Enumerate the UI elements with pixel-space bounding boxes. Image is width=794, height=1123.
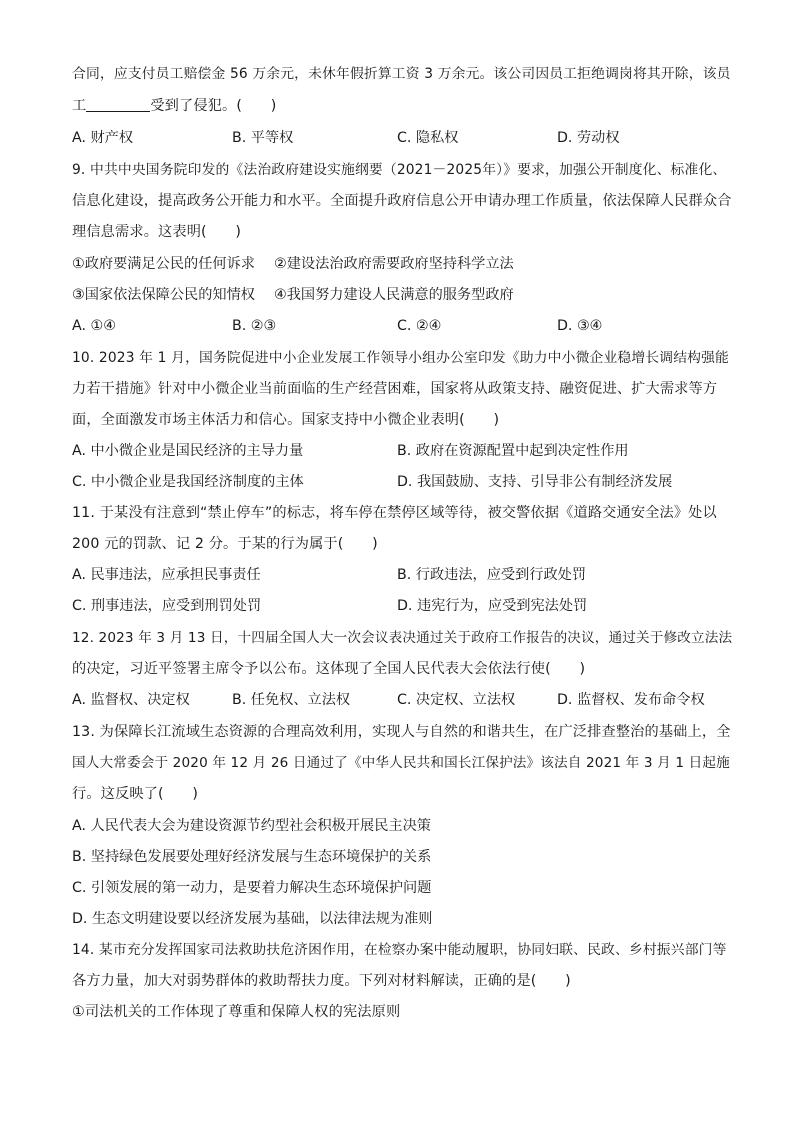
q9-statement-1: ①政府要满足公民的任何诉求: [72, 256, 255, 272]
q9-stem-line-3: 理信息需求。这表明( ): [72, 224, 242, 240]
q10-option-c: C. 中小微企业是我国经济制度的主体: [72, 474, 304, 490]
q9-statement-2: ②建设法治政府需要政府坚持科学立法: [274, 256, 514, 272]
q8-option-b: B. 平等权: [232, 130, 294, 146]
q14-stem-line-1: 14. 某市充分发挥国家司法救助扶危济困作用，在检察办案中能动履职，协同妇联、民政、乡村振兴部门等: [72, 942, 727, 958]
q9-option-c: C. ②④: [397, 318, 442, 334]
q14-stem-line-2: 各方力量，加大对弱势群体的救助帮扶力度。下列对材料解读，正确的是( ): [72, 973, 571, 989]
q8-line-2: [72, 96, 276, 116]
q12-option-c: C. 决定权、立法权: [397, 692, 516, 708]
q10-option-d: D. 我国鼓励、支持、引导非公有制经济发展: [397, 474, 673, 490]
q13-stem-line-1: 13. 为保障长江流域生态资源的合理高效利用，实现人与自然的和谐共生，在广泛排查整治的基础上，全: [72, 724, 731, 740]
q8-line-2-post: 受到了侵犯。( ): [150, 98, 277, 114]
q12-option-a: A. 监督权、决定权: [72, 692, 190, 708]
q11-stem-line-2: 200 元的罚款、记 2 分。于某的行为属于( ): [72, 536, 378, 552]
q9-option-a: A. ①④: [72, 318, 116, 334]
q11-stem-line-1: 11. 于某没有注意到“禁止停车”的标志，将车停在禁停区域等待，被交警依据《道路交通安全法》处以: [72, 505, 717, 521]
q8-line-1: 合同，应支付员工赔偿金 56 万余元，未休年假折算工资 3 万余元。该公司因员工拒绝调岗将其开除，该员: [72, 66, 731, 82]
q11-option-b: B. 行政违法，应受到行政处罚: [397, 567, 587, 583]
q8-option-d: D. 劳动权: [557, 130, 620, 146]
q10-option-b: B. 政府在资源配置中起到决定性作用: [397, 443, 629, 459]
q11-option-a: A. 民事违法，应承担民事责任: [72, 567, 261, 583]
q11-option-d: D. 违宪行为，应受到宪法处罚: [397, 598, 588, 614]
answer-blank: [86, 97, 150, 112]
q13-option-d: D. 生态文明建设要以经济发展为基础，以法律法规为准则: [72, 911, 433, 927]
q9-option-d: D. ③④: [557, 318, 603, 334]
q9-statement-3: ③国家依法保障公民的知情权: [72, 287, 255, 303]
q9-option-b: B. ②③: [232, 318, 277, 334]
q12-option-b: B. 任免权、立法权: [232, 692, 351, 708]
q13-option-b: B. 坚持绿色发展要处理好经济发展与生态环境保护的关系: [72, 849, 432, 865]
q12-stem-line-2: 的决定，习近平签署主席令予以公布。这体现了全国人民代表大会依法行使( ): [72, 661, 586, 677]
q13-option-c: C. 引领发展的第一动力，是要着力解决生态环境保护问题: [72, 880, 432, 896]
q9-stem-line-1: 9. 中共中央国务院印发的《法治政府建设实施纲要（2021－2025年）》要求，加强公开制度化、标准化、: [72, 162, 727, 178]
q14-statement-1: ①司法机关的工作体现了尊重和保障人权的宪法原则: [72, 1004, 401, 1020]
q9-statement-4: ④我国努力建设人民满意的服务型政府: [274, 287, 514, 303]
q13-option-a: A. 人民代表大会为建设资源节约型社会积极开展民主决策: [72, 818, 431, 834]
q11-option-c: C. 刑事违法，应受到刑罚处罚: [72, 598, 262, 614]
q8-option-a: A. 财产权: [72, 130, 134, 146]
q13-stem-line-3: 行。这反映了( ): [72, 786, 199, 802]
q10-stem-line-3: 面，全面激发市场主体活力和信心。国家支持中小微企业表明( ): [72, 412, 500, 428]
q10-option-a: A. 中小微企业是国民经济的主导力量: [72, 443, 304, 459]
q9-stem-line-2: 信息化建设，提高政务公开能力和水平。全面提升政府信息公开申请办理工作质量，依法保障人民群众合: [72, 193, 732, 209]
q12-option-d: D. 监督权、发布命令权: [557, 692, 705, 708]
q8-option-c: C. 隐私权: [397, 130, 459, 146]
q10-stem-line-2: 力若干措施》针对中小微企业当前面临的生产经营困难，国家将从政策支持、融资促进、扩大需求等方: [72, 381, 718, 397]
q13-stem-line-2: 国人大常委会于 2020 年 12 月 26 日通过了《中华人民共和国长江保护法》该法自 2021 年 3 月 1 日起施: [72, 755, 730, 771]
q8-line-2-pre: 工: [72, 98, 87, 114]
q12-stem-line-1: 12. 2023 年 3 月 13 日，十四届全国人大一次会议表决通过关于政府工作报告的决议，通过关于修改立法法: [72, 630, 733, 646]
q10-stem-line-1: 10. 2023 年 1 月，国务院促进中小企业发展工作领导小组办公室印发《助力中小微企业稳增长调结构强能: [72, 350, 729, 366]
